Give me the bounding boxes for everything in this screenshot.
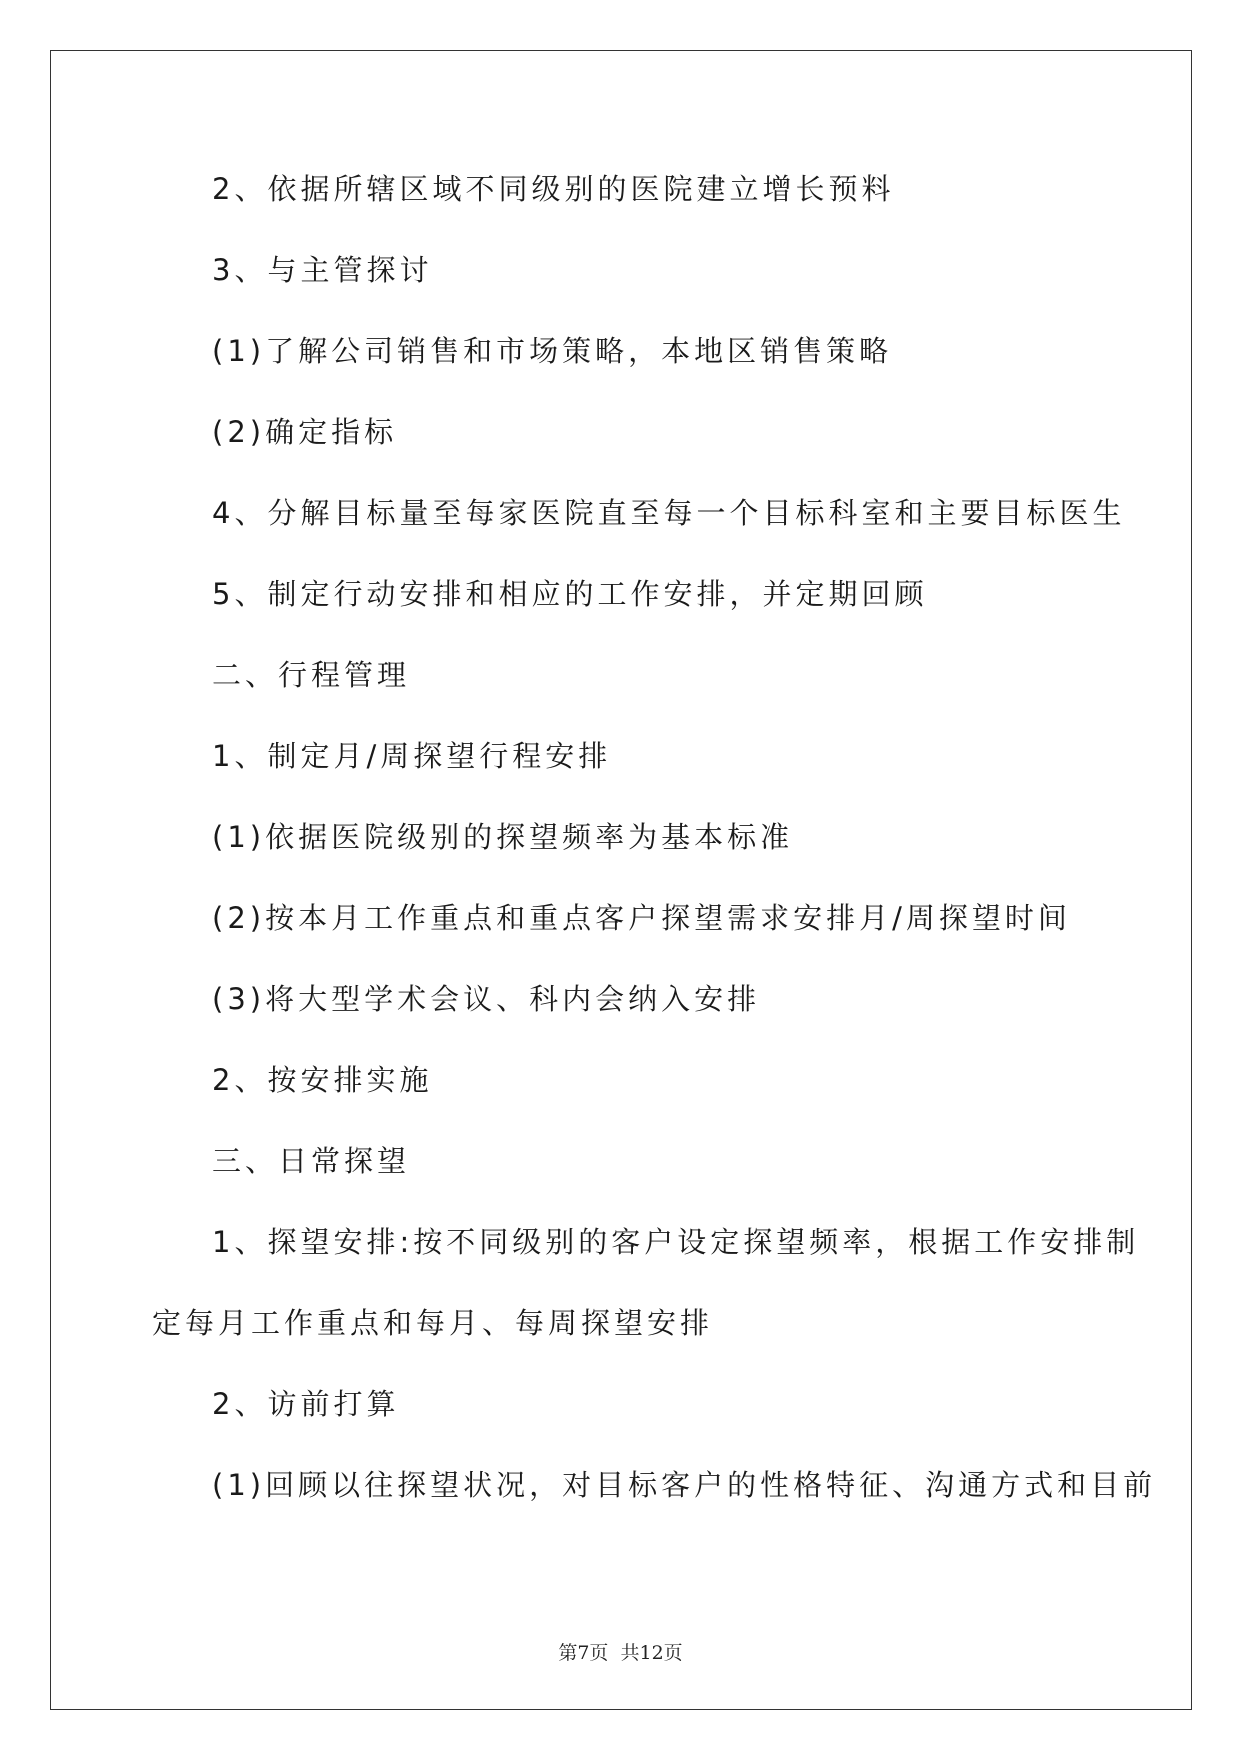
paragraph-line: 3、与主管探讨: [212, 253, 433, 287]
section-heading: 三、日常探望: [212, 1144, 411, 1178]
paragraph-line: (2)确定指标: [212, 415, 398, 449]
paragraph-line: 1、探望安排:按不同级别的客户设定探望频率，根据工作安排制: [212, 1225, 1140, 1259]
page-border: [50, 50, 1192, 1710]
paragraph-line: 2、访前打算: [212, 1387, 400, 1421]
section-heading: 二、行程管理: [212, 658, 411, 692]
paragraph-line: 4、分解目标量至每家医院直至每一个目标科室和主要目标医生: [212, 496, 1126, 530]
paragraph-line: 2、依据所辖区域不同级别的医院建立增长预料: [212, 172, 895, 206]
paragraph-line: (1)依据医院级别的探望频率为基本标准: [212, 820, 794, 854]
paragraph-line: 1、制定月/周探望行程安排: [212, 739, 612, 773]
paragraph-line: 5、制定行动安排和相应的工作安排，并定期回顾: [212, 577, 928, 611]
paragraph-line: 2、按安排实施: [212, 1063, 433, 1097]
paragraph-line: (3)将大型学术会议、科内会纳入安排: [212, 982, 761, 1016]
paragraph-line: (1)了解公司销售和市场策略，本地区销售策略: [212, 334, 893, 368]
paragraph-line: 定每月工作重点和每月、每周探望安排: [152, 1306, 714, 1340]
paragraph-line: (1)回顾以往探望状况，对目标客户的性格特征、沟通方式和目前: [212, 1468, 1157, 1502]
paragraph-line: (2)按本月工作重点和重点客户探望需求安排月/周探望时间: [212, 901, 1071, 935]
page-number-footer: 第7页 共12页: [558, 1642, 683, 1664]
